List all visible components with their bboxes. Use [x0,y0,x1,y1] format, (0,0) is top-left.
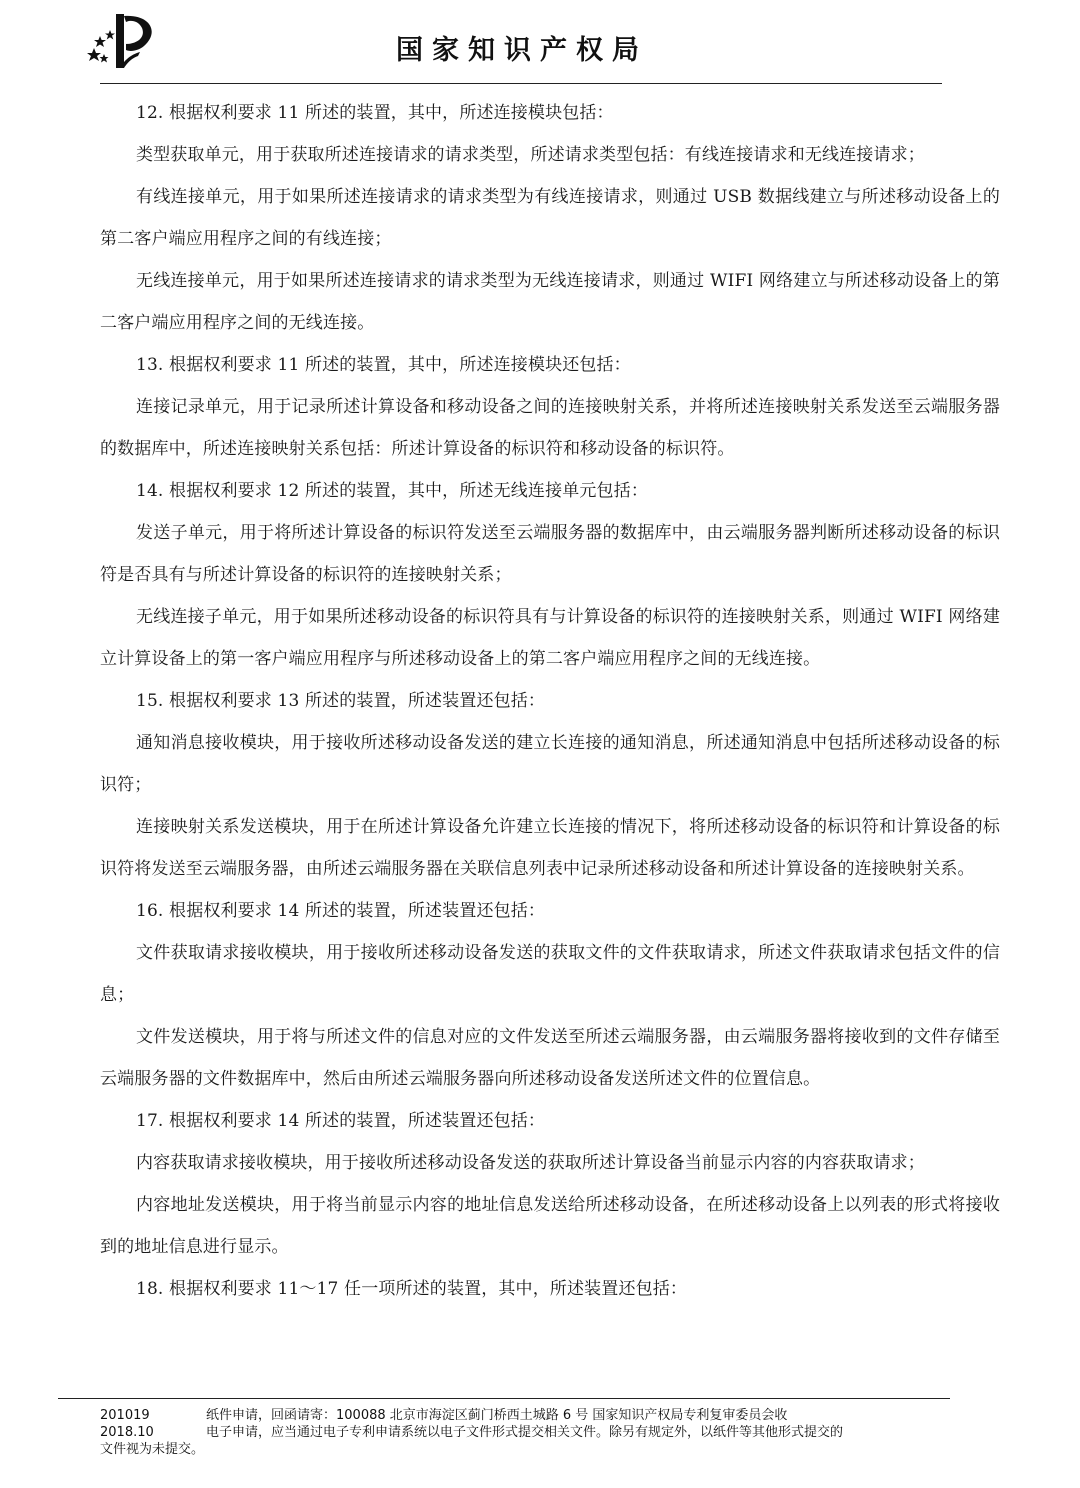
paragraph: 通知消息接收模块，用于接收所述移动设备发送的建立长连接的通知消息，所述通知消息中包括所述移动设备的标识符； [100,733,1000,795]
office-title: 国家知识产权局 [396,35,648,66]
claim-13-heading: 13. 根据权利要求 11 所述的装置，其中，所述连接模块还包括： [136,355,631,375]
paragraph: 连接映射关系发送模块，用于在所述计算设备允许建立长连接的情况下，将所述移动设备的标识符和计算设备的标识符将发送至云端服务器，由所述云端服务器在关联信息列表中记录所述移动设备和所述计算设备的连接映射关系。 [100,817,1000,879]
paragraph: 类型获取单元，用于获取所述连接请求的请求类型，所述请求类型包括：有线连接请求和无线连接请求； [136,145,925,165]
claim-14-heading: 14. 根据权利要求 12 所述的装置，其中，所述无线连接单元包括： [136,481,648,501]
footer-divider [58,1398,950,1399]
paragraph: 无线连接子单元，用于如果所述移动设备的标识符具有与计算设备的标识符的连接映射关系，则通过 WIFI 网络建立计算设备上的第一客户端应用程序与所述移动设备上的第二客户端应用程序之间的无线连接。 [100,607,1000,669]
claim-12-heading: 12. 根据权利要求 11 所述的装置，其中，所述连接模块包括： [136,103,614,123]
page-footer [100,1407,1000,1458]
footer-line-electronic [100,1424,1000,1441]
paragraph: 连接记录单元，用于记录所述计算设备和移动设备之间的连接映射关系，并将所述连接映射关系发送至云端服务器的数据库中，所述连接映射关系包括：所述计算设备的标识符和移动设备的标识符。 [100,397,1000,459]
paragraph: 有线连接单元，用于如果所述连接请求的请求类型为有线连接请求，则通过 USB 数据线建立与所述移动设备上的第二客户端应用程序之间的有线连接； [100,187,1000,249]
electronic-submission-note-tail: 文件视为未提交。 [100,1442,205,1457]
paper-submission-note: 纸件申请，回函请寄：100088 北京市海淀区蓟门桥西土城路 6 号 国家知识产权局专利复审委员会收 [206,1408,788,1423]
paragraph: 文件发送模块，用于将与所述文件的信息对应的文件发送至所述云端服务器，由云端服务器将接收到的文件存储至云端服务器的文件数据库中，然后由所述云端服务器向所述移动设备发送所述文件的位置信息。 [100,1027,1000,1089]
header-divider [100,83,942,84]
claim-16-heading: 16. 根据权利要求 14 所述的装置，所述装置还包括： [136,901,546,921]
paragraph: 内容地址发送模块，用于将当前显示内容的地址信息发送给所述移动设备，在所述移动设备上以列表的形式将接收到的地址信息进行显示。 [100,1195,1000,1257]
claims-text [100,92,1000,1310]
claim-18-heading: 18. 根据权利要求 11～17 任一项所述的装置，其中，所述装置还包括： [136,1279,688,1299]
electronic-submission-note: 电子申请，应当通过电子专利申请系统以电子文件形式提交相关文件。除另有规定外，以纸件等其他形式提交的 [206,1425,844,1440]
paragraph: 内容获取请求接收模块，用于接收所述移动设备发送的获取所述计算设备当前显示内容的内容获取请求； [136,1153,925,1173]
cnipa-logo-icon [80,10,162,72]
paragraph: 发送子单元，用于将所述计算设备的标识符发送至云端服务器的数据库中，由云端服务器判断所述移动设备的标识符是否具有与所述计算设备的标识符的连接映射关系； [100,523,1000,585]
claim-15-heading: 15. 根据权利要求 13 所述的装置，所述装置还包括： [136,691,546,711]
form-code: 201019 [100,1408,150,1423]
footer-line-paper [100,1407,1000,1424]
claim-17-heading: 17. 根据权利要求 14 所述的装置，所述装置还包括： [136,1111,546,1131]
paragraph: 无线连接单元，用于如果所述连接请求的请求类型为无线连接请求，则通过 WIFI 网络建立与所述移动设备上的第二客户端应用程序之间的无线连接。 [100,271,1000,333]
paragraph: 文件获取请求接收模块，用于接收所述移动设备发送的获取文件的文件获取请求，所述文件获取请求包括文件的信息； [100,943,1000,1005]
form-edition: 2018.10 [100,1425,154,1440]
